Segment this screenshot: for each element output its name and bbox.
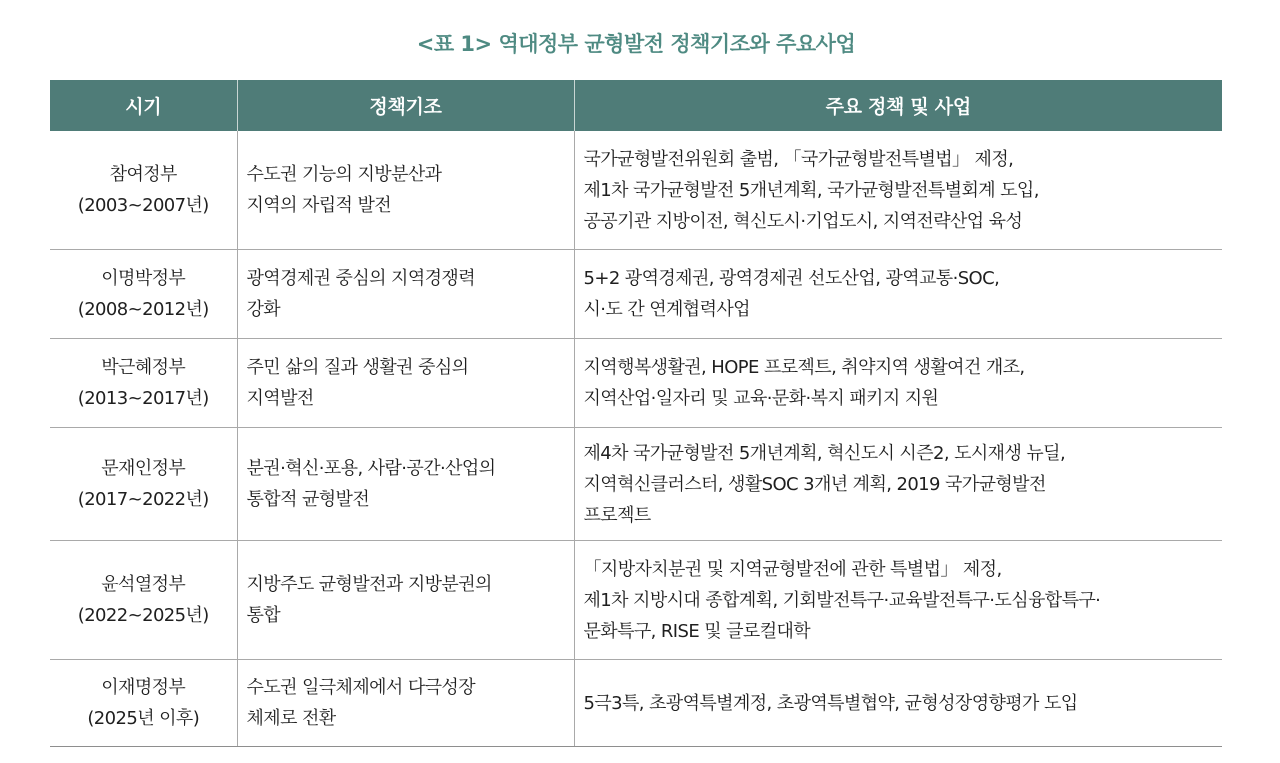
period-cell bbox=[50, 660, 237, 747]
projects-cell bbox=[574, 541, 1222, 660]
policy-basis-line: 주민 삶의 질과 생활권 중심의 bbox=[246, 357, 469, 378]
policy-basis-line: 지방주도 균형발전과 지방분권의 bbox=[246, 574, 492, 595]
government-years: (2008~2012년) bbox=[77, 299, 209, 320]
policy-basis-line: 지역의 자립적 발전 bbox=[246, 195, 392, 216]
projects-cell bbox=[574, 131, 1222, 250]
government-name: 문재인정부 bbox=[101, 458, 186, 479]
table-caption: <표 1> 역대정부 균형발전 정책기조와 주요사업 bbox=[416, 32, 856, 56]
projects-line: 제1차 국가균형발전 5개년계획, 국가균형발전특별회계 도입, bbox=[583, 179, 1039, 201]
government-years: (2013~2017년) bbox=[77, 388, 209, 409]
projects-line: 5극3특, 초광역특별계정, 초광역특별협약, 균형성장영향평가 도입 bbox=[583, 692, 1078, 714]
policy-basis-line: 강화 bbox=[246, 299, 281, 320]
header-policy-basis: 정책기조 bbox=[237, 80, 574, 131]
policy-basis-cell bbox=[237, 660, 574, 747]
projects-cell bbox=[574, 339, 1222, 428]
policy-basis-cell bbox=[237, 250, 574, 339]
government-name: 이명박정부 bbox=[101, 268, 186, 289]
table-row bbox=[50, 428, 1222, 541]
government-years: (2022~2025년) bbox=[77, 605, 209, 626]
period-cell bbox=[50, 131, 237, 250]
projects-line: 제1차 지방시대 종합계획, 기회발전특구·교육발전특구·도심융합특구· bbox=[583, 589, 1101, 611]
government-name: 윤석열정부 bbox=[101, 574, 186, 595]
policy-basis-cell bbox=[237, 131, 574, 250]
table-row bbox=[50, 660, 1222, 747]
projects-line: 프로젝트 bbox=[583, 504, 651, 526]
policy-basis-line: 통합 bbox=[246, 605, 281, 626]
policy-basis-line: 광역경제권 중심의 지역경쟁력 bbox=[246, 268, 475, 289]
government-years: (2025년 이후) bbox=[87, 708, 200, 729]
policy-basis-line: 체제로 전환 bbox=[246, 708, 336, 729]
table-row bbox=[50, 339, 1222, 428]
projects-line: 지역산업·일자리 및 교육·문화·복지 패키지 지원 bbox=[583, 388, 939, 409]
projects-line: 공공기관 지방이전, 혁신도시·기업도시, 지역전략산업 육성 bbox=[583, 210, 1023, 232]
projects-cell bbox=[574, 660, 1222, 747]
table-row bbox=[50, 541, 1222, 660]
policy-basis-line: 분권·혁신·포용, 사람·공간·산업의 bbox=[246, 458, 496, 479]
policy-basis-cell bbox=[237, 541, 574, 660]
projects-cell bbox=[574, 428, 1222, 541]
projects-line: 문화특구, RISE 및 글로컬대학 bbox=[583, 620, 811, 642]
government-name: 이재명정부 bbox=[101, 677, 186, 698]
header-period: 시기 bbox=[50, 80, 237, 131]
table-header bbox=[50, 80, 1222, 131]
projects-line: 「지방자치분권 및 지역균형발전에 관한 특별법」 제정, bbox=[583, 558, 1002, 580]
projects-line: 5+2 광역경제권, 광역경제권 선도산업, 광역교통·SOC, bbox=[583, 268, 1000, 289]
projects-cell bbox=[574, 250, 1222, 339]
projects-line: 시·도 간 연계협력사업 bbox=[583, 299, 750, 320]
period-cell bbox=[50, 339, 237, 428]
policy-basis-line: 수도권 기능의 지방분산과 bbox=[246, 164, 442, 185]
table-row bbox=[50, 131, 1222, 250]
header-main-projects: 주요 정책 및 사업 bbox=[574, 80, 1222, 131]
government-name: 박근혜정부 bbox=[101, 357, 186, 378]
government-years: (2003~2007년) bbox=[77, 195, 209, 216]
table-body bbox=[50, 131, 1222, 747]
policy-basis-cell bbox=[237, 428, 574, 541]
table-row bbox=[50, 250, 1222, 339]
projects-line: 제4차 국가균형발전 5개년계획, 혁신도시 시즌2, 도시재생 뉴딜, bbox=[583, 442, 1066, 464]
header-row bbox=[50, 80, 1222, 131]
policy-table bbox=[50, 80, 1222, 747]
projects-line: 국가균형발전위원회 출범, 「국가균형발전특별법」 제정, bbox=[583, 148, 1014, 170]
period-cell bbox=[50, 541, 237, 660]
projects-line: 지역혁신클러스터, 생활SOC 3개년 계획, 2019 국가균형발전 bbox=[583, 473, 1046, 495]
projects-line: 지역행복생활권, HOPE 프로젝트, 취약지역 생활여건 개조, bbox=[583, 357, 1025, 378]
policy-basis-line: 수도권 일극체제에서 다극성장 bbox=[246, 677, 475, 698]
policy-basis-line: 지역발전 bbox=[246, 388, 314, 409]
period-cell bbox=[50, 428, 237, 541]
government-name: 참여정부 bbox=[109, 164, 177, 185]
policy-basis-line: 통합적 균형발전 bbox=[246, 489, 370, 510]
policy-basis-cell bbox=[237, 339, 574, 428]
government-years: (2017~2022년) bbox=[77, 489, 209, 510]
period-cell bbox=[50, 250, 237, 339]
